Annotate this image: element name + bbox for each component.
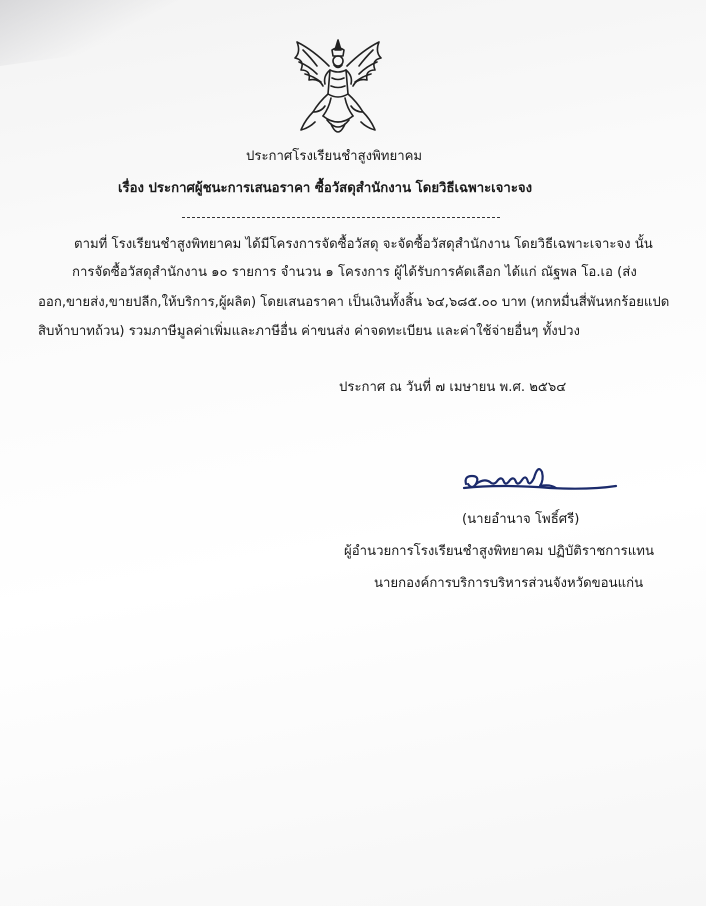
announcement-subject: เรื่อง ประกาศผู้ชนะการเสนอราคา ซื้อวัสดุสำนักงาน โดยวิธีเฉพาะเจาะจง bbox=[118, 181, 533, 196]
body-line-1: ตามที่ โรงเรียนชำสูงพิทยาคม ได้มีโครงการจัดซื้อวัสดุ จะจัดซื้อวัสดุสำนักงาน โดยวิธีเฉพาะเจาะจง นั้น bbox=[74, 237, 653, 252]
body-line-2: การจัดซื้อวัสดุสำนักงาน ๑๐ รายการ จำนวน ๑ โครงการ ผู้ได้รับการคัดเลือก ได้แก่ ณัฐพล โอ.เอ (ส่ง bbox=[72, 265, 637, 280]
signer-position-line-1: ผู้อำนวยการโรงเรียนชำสูงพิทยาคม ปฏิบัติราชการแทน bbox=[344, 544, 654, 559]
handwritten-signature bbox=[460, 458, 620, 498]
dashed-divider bbox=[182, 217, 500, 218]
signer-name: (นายอำนาจ โพธิ์ศรี) bbox=[462, 512, 580, 527]
announcement-date: ประกาศ ณ วันที่ ๗ เมษายน พ.ศ. ๒๕๖๔ bbox=[339, 380, 567, 395]
signer-position-line-2: นายกองค์การบริการบริหารส่วนจังหวัดขอนแก่น bbox=[374, 576, 644, 591]
body-line-3: ออก,ขายส่ง,ขายปลีก,ให้บริการ,ผู้ผลิต) โดยเสนอราคา เป็นเงินทั้งสิ้น ๖๔,๖๘๕.๐๐ บาท (หกหมื่นสี่พันหกร้อยแปด bbox=[38, 295, 670, 310]
announcement-heading: ประกาศโรงเรียนชำสูงพิทยาคม bbox=[246, 149, 423, 164]
paper-fold-shadow bbox=[0, 0, 246, 68]
garuda-emblem-icon bbox=[283, 36, 393, 144]
body-line-4: สิบห้าบาทถ้วน) รวมภาษีมูลค่าเพิ่มและภาษีอื่น ค่าขนส่ง ค่าจดทะเบียน และค่าใช้จ่ายอื่นๆ ทั้งปวง bbox=[38, 324, 580, 339]
